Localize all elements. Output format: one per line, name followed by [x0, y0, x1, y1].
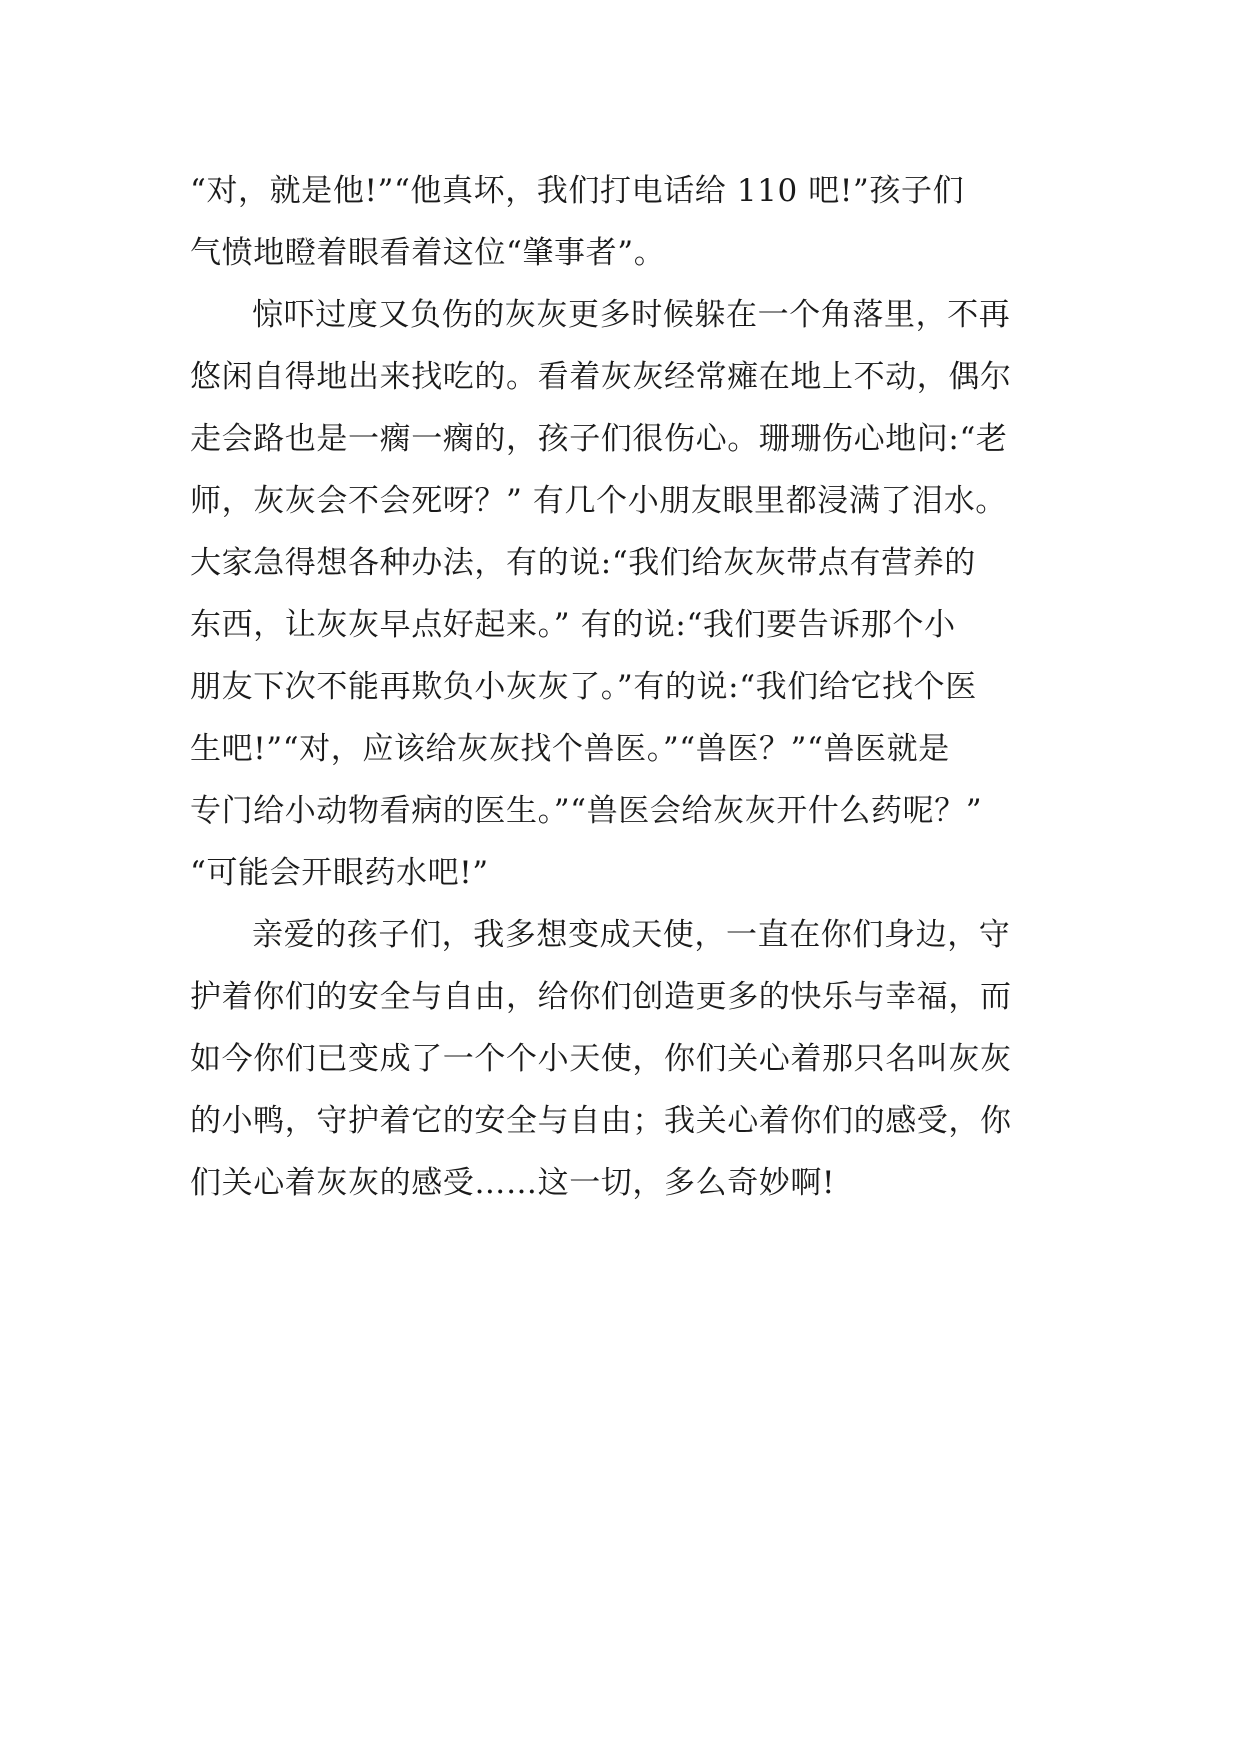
paragraph-start-line: 惊吓过度又负伤的灰灰更多时候躲在一个角落里，不再	[252, 297, 1011, 333]
text-line: 走会路也是一瘸一瘸的，孩子们很伤心。珊珊伤心地问:“老	[190, 421, 1008, 457]
body-text	[190, 160, 1070, 1214]
text-line: 生吧!”“对，应该给灰灰找个兽医。”“兽医？”“兽医就是	[190, 731, 950, 767]
text-line: 们关心着灰灰的感受……这一切，多么奇妙啊!	[190, 1165, 836, 1201]
text-line: 朋友下次不能再欺负小灰灰了。”有的说:“我们给它找个医	[190, 669, 977, 705]
text-line: 悠闲自得地出来找吃的。看着灰灰经常瘫在地上不动，偶尔	[190, 359, 1012, 395]
text-line: “可能会开眼药水吧!”	[190, 855, 489, 891]
text-line: 师，灰灰会不会死呀？” 有几个小朋友眼里都浸满了泪水。	[190, 483, 1007, 519]
text-line: 大家急得想各种办法，有的说:“我们给灰灰带点有营养的	[190, 545, 976, 581]
text-line: 如今你们已变成了一个个小天使，你们关心着那只名叫灰灰	[190, 1041, 1012, 1077]
text-line: 的小鸭，守护着它的安全与自由；我关心着你们的感受，你	[190, 1103, 1012, 1139]
text-line: “对，就是他!”“他真坏，我们打电话给 110 吧!”孩子们	[190, 173, 965, 209]
text-line: 东西，让灰灰早点好起来。” 有的说:“我们要告诉那个小	[190, 607, 956, 643]
text-line: 护着你们的安全与自由，给你们创造更多的快乐与幸福，而	[190, 979, 1012, 1015]
text-line: 气愤地瞪着眼看着这位“肇事者”。	[190, 235, 666, 271]
text-line: 专门给小动物看病的医生。”“兽医会给灰灰开什么药呢？”	[190, 793, 983, 829]
paragraph-start-line: 亲爱的孩子们，我多想变成天使，一直在你们身边，守	[252, 917, 1011, 953]
